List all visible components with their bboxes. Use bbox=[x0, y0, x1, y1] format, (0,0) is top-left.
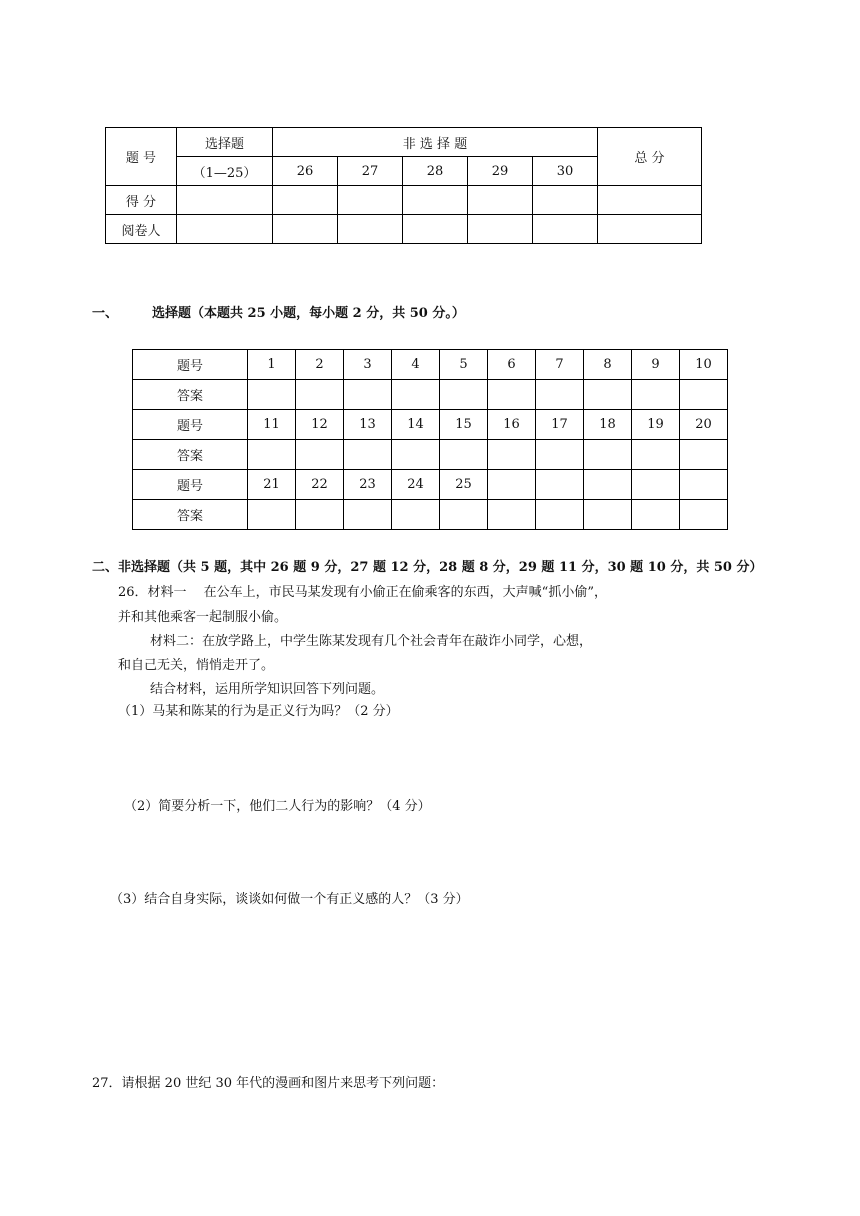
answer-cell[interactable] bbox=[296, 440, 344, 470]
answer-cell: 20 bbox=[680, 410, 728, 440]
answer-table-row bbox=[133, 410, 728, 440]
section1-number: 一、 bbox=[92, 306, 119, 321]
answer-cell[interactable] bbox=[680, 380, 728, 410]
answer-cell[interactable] bbox=[440, 440, 488, 470]
answer-table-row bbox=[133, 380, 728, 410]
grader-cell[interactable] bbox=[598, 215, 702, 244]
grader-cell[interactable] bbox=[403, 215, 468, 244]
score-cell[interactable] bbox=[177, 186, 273, 215]
q26-line1: 26．材料一 在公车上，市民马某发现有小偷正在偷乘客的东西，大声喊“抓小偷”， bbox=[118, 585, 607, 600]
header-total: 总 分 bbox=[598, 128, 702, 186]
score-cell[interactable] bbox=[273, 186, 338, 215]
answer-cell: 17 bbox=[536, 410, 584, 440]
answer-row-label: 题号 bbox=[133, 410, 248, 440]
answer-row-label: 题号 bbox=[133, 350, 248, 380]
row-grader-label: 阅卷人 bbox=[106, 215, 177, 244]
question-number-cell: 29 bbox=[468, 157, 533, 186]
answer-cell: 13 bbox=[344, 410, 392, 440]
answer-cell: 19 bbox=[632, 410, 680, 440]
answer-cell[interactable] bbox=[488, 380, 536, 410]
answer-table-row bbox=[133, 350, 728, 380]
answer-row-label: 题号 bbox=[133, 470, 248, 500]
answer-cell: 11 bbox=[248, 410, 296, 440]
answer-cell[interactable] bbox=[248, 380, 296, 410]
answer-cell[interactable] bbox=[296, 380, 344, 410]
answer-cell: 7 bbox=[536, 350, 584, 380]
answer-cell[interactable] bbox=[632, 440, 680, 470]
answer-cell[interactable] bbox=[632, 500, 680, 530]
answer-cell[interactable] bbox=[392, 500, 440, 530]
header-choice-line2: （1—25） bbox=[177, 157, 273, 186]
answer-cell: 9 bbox=[632, 350, 680, 380]
answer-cell: 23 bbox=[344, 470, 392, 500]
q26-sub3: （3）结合自身实际，谈谈如何做一个有正义感的人？（3 分） bbox=[110, 892, 469, 907]
answer-row-label: 答案 bbox=[133, 500, 248, 530]
grader-cell[interactable] bbox=[468, 215, 533, 244]
header-nonchoice: 非 选 择 题 bbox=[273, 128, 598, 157]
question-number-cell: 30 bbox=[533, 157, 598, 186]
answer-cell[interactable] bbox=[392, 440, 440, 470]
answer-cell bbox=[632, 470, 680, 500]
answer-cell: 15 bbox=[440, 410, 488, 440]
score-cell[interactable] bbox=[403, 186, 468, 215]
answer-cell[interactable] bbox=[680, 500, 728, 530]
header-choice-line1: 选择题 bbox=[177, 128, 273, 157]
q26-line3: 材料二：在放学路上，中学生陈某发现有几个社会青年在敲诈小同学，心想， bbox=[150, 634, 593, 649]
answer-cell[interactable] bbox=[344, 380, 392, 410]
answer-cell: 5 bbox=[440, 350, 488, 380]
answer-cell[interactable] bbox=[584, 500, 632, 530]
answer-cell: 10 bbox=[680, 350, 728, 380]
q27-line1: 27．请根据 20 世纪 30 年代的漫画和图片来思考下列问题： bbox=[92, 1076, 445, 1091]
answer-cell bbox=[584, 470, 632, 500]
answer-cell[interactable] bbox=[488, 500, 536, 530]
answer-cell[interactable] bbox=[392, 380, 440, 410]
answer-cell: 8 bbox=[584, 350, 632, 380]
answer-cell: 25 bbox=[440, 470, 488, 500]
header-tihao: 题 号 bbox=[106, 128, 177, 186]
score-cell[interactable] bbox=[468, 186, 533, 215]
answer-cell[interactable] bbox=[440, 380, 488, 410]
score-cell[interactable] bbox=[533, 186, 598, 215]
answer-cell bbox=[488, 470, 536, 500]
answer-cell: 3 bbox=[344, 350, 392, 380]
answer-cell: 2 bbox=[296, 350, 344, 380]
answer-cell[interactable] bbox=[344, 500, 392, 530]
answer-cell: 21 bbox=[248, 470, 296, 500]
answer-cell[interactable] bbox=[680, 440, 728, 470]
grader-cell[interactable] bbox=[533, 215, 598, 244]
answer-cell: 1 bbox=[248, 350, 296, 380]
answer-table-row bbox=[133, 440, 728, 470]
answer-cell bbox=[536, 470, 584, 500]
q26-line5: 结合材料，运用所学知识回答下列问题。 bbox=[150, 682, 385, 697]
answer-cell bbox=[680, 470, 728, 500]
answer-cell[interactable] bbox=[536, 380, 584, 410]
answer-table-row bbox=[133, 500, 728, 530]
grader-cell[interactable] bbox=[273, 215, 338, 244]
score-cell[interactable] bbox=[338, 186, 403, 215]
q26-sub1: （1）马某和陈某的行为是正义行为吗？（2 分） bbox=[118, 704, 399, 719]
score-cell[interactable] bbox=[598, 186, 702, 215]
answer-cell: 4 bbox=[392, 350, 440, 380]
answer-cell: 16 bbox=[488, 410, 536, 440]
answer-cell[interactable] bbox=[248, 440, 296, 470]
answer-cell[interactable] bbox=[536, 500, 584, 530]
score-table bbox=[105, 127, 702, 244]
question-number-cell: 26 bbox=[273, 157, 338, 186]
answer-cell: 6 bbox=[488, 350, 536, 380]
answer-row-label: 答案 bbox=[133, 440, 248, 470]
answer-cell: 24 bbox=[392, 470, 440, 500]
grader-cell[interactable] bbox=[177, 215, 273, 244]
answer-cell[interactable] bbox=[344, 440, 392, 470]
question-number-cell: 28 bbox=[403, 157, 468, 186]
answer-cell: 22 bbox=[296, 470, 344, 500]
grader-cell[interactable] bbox=[338, 215, 403, 244]
answer-table-row bbox=[133, 470, 728, 500]
question-number-cell: 27 bbox=[338, 157, 403, 186]
q26-line4: 和自己无关，悄悄走开了。 bbox=[118, 658, 275, 673]
answer-row-label: 答案 bbox=[133, 380, 248, 410]
answer-cell[interactable] bbox=[488, 440, 536, 470]
answer-cell: 14 bbox=[392, 410, 440, 440]
answer-cell[interactable] bbox=[440, 500, 488, 530]
q26-line2: 并和其他乘客一起制服小偷。 bbox=[118, 610, 288, 625]
answer-cell[interactable] bbox=[584, 440, 632, 470]
section2-title: 二、非选择题（共 5 题，其中 26 题 9 分，27 题 12 分，28 题 8 分，29 题 11 分，30 题 10 分，共 50 分） bbox=[92, 560, 763, 575]
answer-cell[interactable] bbox=[296, 500, 344, 530]
section1-title: 选择题（本题共 25 小题，每小题 2 分，共 50 分。） bbox=[152, 306, 465, 321]
answer-cell[interactable] bbox=[584, 380, 632, 410]
answer-cell[interactable] bbox=[632, 380, 680, 410]
answer-cell[interactable] bbox=[248, 500, 296, 530]
row-score-label: 得 分 bbox=[106, 186, 177, 215]
answer-cell: 12 bbox=[296, 410, 344, 440]
answer-cell[interactable] bbox=[536, 440, 584, 470]
q26-sub2: （2）简要分析一下，他们二人行为的影响？（4 分） bbox=[124, 799, 431, 814]
answer-table bbox=[132, 349, 728, 530]
answer-cell: 18 bbox=[584, 410, 632, 440]
